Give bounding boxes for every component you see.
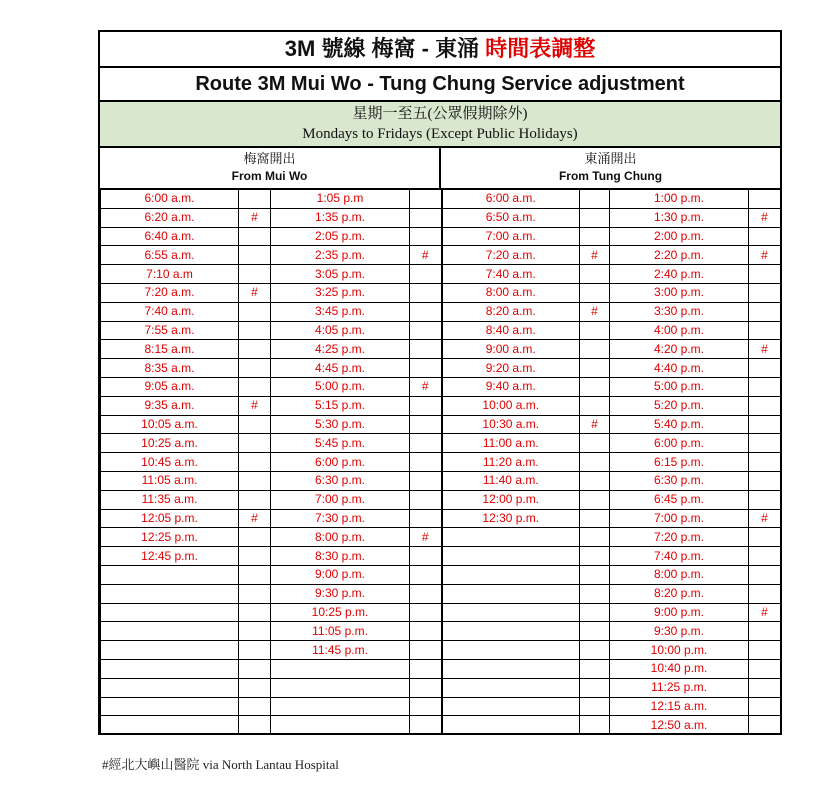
tung-chung-col1-time: 8:20 a.m.: [442, 302, 580, 321]
tung-chung-col2-time: 6:15 p.m.: [610, 453, 749, 472]
tung-chung-col1-hospital-mark: [580, 227, 610, 246]
tung-chung-col2-hospital-mark: [749, 659, 781, 678]
direction-from-mui-wo-chinese: 梅窩開出: [243, 151, 296, 166]
mui-wo-col1-hospital-mark: [239, 490, 271, 509]
tung-chung-col1-time: 6:50 a.m.: [442, 208, 580, 227]
table-row: [101, 716, 781, 735]
mui-wo-col1-hospital-mark: [239, 359, 271, 378]
direction-from-tung-chung-english: From Tung Chung: [558, 169, 663, 183]
tung-chung-col2-time: 5:40 p.m.: [610, 415, 749, 434]
mui-wo-col2-hospital-mark: [410, 490, 442, 509]
tung-chung-col1-time: 12:00 p.m.: [442, 490, 580, 509]
mui-wo-col2-time: 2:35 p.m.: [271, 246, 410, 265]
tung-chung-col1-time: [442, 565, 580, 584]
tung-chung-col1-time: 7:20 a.m.: [442, 246, 580, 265]
direction-from-tung-chung: [441, 148, 780, 188]
tung-chung-col1-hospital-mark: [580, 622, 610, 641]
tung-chung-col1-time: [442, 547, 580, 566]
tung-chung-col2-hospital-mark: #: [749, 246, 781, 265]
tung-chung-col2-time: 5:00 p.m.: [610, 377, 749, 396]
mui-wo-col1-time: [101, 659, 239, 678]
table-row: [101, 509, 781, 528]
service-days-english: Mondays to Fridays (Except Public Holidays): [302, 126, 578, 142]
table-row: [101, 584, 781, 603]
tung-chung-col2-hospital-mark: #: [749, 509, 781, 528]
mui-wo-col2-hospital-mark: [410, 283, 442, 302]
tung-chung-col1-time: 6:00 a.m.: [442, 189, 580, 208]
tung-chung-col1-hospital-mark: #: [580, 415, 610, 434]
mui-wo-col1-hospital-mark: [239, 697, 271, 716]
mui-wo-col2-time: [271, 659, 410, 678]
tung-chung-col1-time: [442, 584, 580, 603]
mui-wo-col2-hospital-mark: [410, 716, 442, 735]
tung-chung-col1-hospital-mark: [580, 641, 610, 660]
tung-chung-col2-time: 1:00 p.m.: [610, 189, 749, 208]
mui-wo-col2-time: 5:45 p.m.: [271, 434, 410, 453]
mui-wo-col2-time: 3:05 p.m.: [271, 265, 410, 284]
table-row: [101, 340, 781, 359]
mui-wo-col2-time: 3:45 p.m.: [271, 302, 410, 321]
tung-chung-col1-time: 7:40 a.m.: [442, 265, 580, 284]
table-row: [101, 227, 781, 246]
tung-chung-col2-hospital-mark: [749, 528, 781, 547]
mui-wo-col2-hospital-mark: [410, 547, 442, 566]
mui-wo-col2-hospital-mark: [410, 678, 442, 697]
direction-from-mui-wo-english: From Mui Wo: [231, 169, 308, 183]
mui-wo-col2-time: 6:00 p.m.: [271, 453, 410, 472]
mui-wo-col1-hospital-mark: [239, 377, 271, 396]
tung-chung-col1-hospital-mark: [580, 697, 610, 716]
tung-chung-col1-hospital-mark: [580, 565, 610, 584]
table-row: [101, 246, 781, 265]
mui-wo-col2-hospital-mark: [410, 697, 442, 716]
tung-chung-col2-time: 10:40 p.m.: [610, 659, 749, 678]
mui-wo-col1-hospital-mark: [239, 678, 271, 697]
tung-chung-col2-hospital-mark: [749, 227, 781, 246]
tung-chung-col1-time: [442, 603, 580, 622]
tung-chung-col2-hospital-mark: [749, 415, 781, 434]
table-row: [101, 659, 781, 678]
tung-chung-col2-time: 3:30 p.m.: [610, 302, 749, 321]
mui-wo-col1-hospital-mark: [239, 641, 271, 660]
tung-chung-col2-time: 1:30 p.m.: [610, 208, 749, 227]
table-row: [101, 208, 781, 227]
mui-wo-col2-time: 5:00 p.m.: [271, 377, 410, 396]
table-row: [101, 490, 781, 509]
mui-wo-col1-time: 11:35 a.m.: [101, 490, 239, 509]
timetable-sheet: [98, 30, 782, 735]
title-chinese-adjustment: 時間表調整: [485, 36, 596, 61]
tung-chung-col2-time: 8:20 p.m.: [610, 584, 749, 603]
table-row: [101, 265, 781, 284]
direction-from-mui-wo: [100, 148, 441, 188]
tung-chung-col1-time: 10:00 a.m.: [442, 396, 580, 415]
mui-wo-col2-time: [271, 716, 410, 735]
mui-wo-col1-hospital-mark: #: [239, 509, 271, 528]
table-row: [101, 622, 781, 641]
tung-chung-col2-hospital-mark: [749, 716, 781, 735]
tung-chung-col2-hospital-mark: [749, 283, 781, 302]
tung-chung-col2-time: 2:20 p.m.: [610, 246, 749, 265]
service-days-band: [100, 102, 780, 148]
tung-chung-col1-time: 10:30 a.m.: [442, 415, 580, 434]
tung-chung-col2-hospital-mark: [749, 265, 781, 284]
tung-chung-col2-hospital-mark: [749, 434, 781, 453]
mui-wo-col2-time: 9:30 p.m.: [271, 584, 410, 603]
tung-chung-col2-hospital-mark: #: [749, 208, 781, 227]
mui-wo-col2-hospital-mark: [410, 584, 442, 603]
mui-wo-col2-hospital-mark: [410, 453, 442, 472]
tung-chung-col2-hospital-mark: [749, 678, 781, 697]
mui-wo-col2-time: 6:30 p.m.: [271, 471, 410, 490]
table-row: [101, 189, 781, 208]
mui-wo-col1-hospital-mark: [239, 565, 271, 584]
mui-wo-col2-time: 10:25 p.m.: [271, 603, 410, 622]
mui-wo-col2-time: [271, 697, 410, 716]
tung-chung-col1-hospital-mark: [580, 321, 610, 340]
tung-chung-col1-hospital-mark: [580, 208, 610, 227]
title-chinese: [100, 32, 780, 68]
tung-chung-col1-hospital-mark: [580, 434, 610, 453]
mui-wo-col1-time: 9:35 a.m.: [101, 396, 239, 415]
mui-wo-col1-time: 11:05 a.m.: [101, 471, 239, 490]
direction-from-tung-chung-chinese: 東涌開出: [584, 151, 637, 166]
tung-chung-col2-time: 4:40 p.m.: [610, 359, 749, 378]
mui-wo-col1-hospital-mark: #: [239, 396, 271, 415]
tung-chung-col1-time: 9:00 a.m.: [442, 340, 580, 359]
tung-chung-col2-hospital-mark: [749, 697, 781, 716]
mui-wo-col1-time: [101, 584, 239, 603]
mui-wo-col1-time: [101, 678, 239, 697]
tung-chung-col2-time: 2:40 p.m.: [610, 265, 749, 284]
tung-chung-col2-hospital-mark: [749, 453, 781, 472]
tung-chung-col2-hospital-mark: [749, 547, 781, 566]
table-row: [101, 359, 781, 378]
tung-chung-col2-time: 7:20 p.m.: [610, 528, 749, 547]
tung-chung-col1-hospital-mark: [580, 603, 610, 622]
mui-wo-col2-time: 1:35 p.m.: [271, 208, 410, 227]
mui-wo-col2-time: 3:25 p.m.: [271, 283, 410, 302]
tung-chung-col1-hospital-mark: [580, 659, 610, 678]
tung-chung-col2-hospital-mark: [749, 396, 781, 415]
mui-wo-col2-hospital-mark: #: [410, 246, 442, 265]
tung-chung-col1-hospital-mark: [580, 528, 610, 547]
tung-chung-col1-hospital-mark: [580, 509, 610, 528]
mui-wo-col1-hospital-mark: [239, 471, 271, 490]
mui-wo-col1-time: 9:05 a.m.: [101, 377, 239, 396]
mui-wo-col2-time: 2:05 p.m.: [271, 227, 410, 246]
tung-chung-col2-time: 6:30 p.m.: [610, 471, 749, 490]
tung-chung-col1-time: 8:00 a.m.: [442, 283, 580, 302]
tung-chung-col1-time: [442, 622, 580, 641]
tung-chung-col2-time: 11:25 p.m.: [610, 678, 749, 697]
tung-chung-col2-hospital-mark: [749, 359, 781, 378]
mui-wo-col1-hospital-mark: [239, 227, 271, 246]
tung-chung-col1-time: 8:40 a.m.: [442, 321, 580, 340]
mui-wo-col2-time: 11:05 p.m.: [271, 622, 410, 641]
tung-chung-col2-time: 9:00 p.m.: [610, 603, 749, 622]
tung-chung-col2-time: 4:00 p.m.: [610, 321, 749, 340]
mui-wo-col2-hospital-mark: #: [410, 377, 442, 396]
mui-wo-col1-hospital-mark: [239, 584, 271, 603]
mui-wo-col1-hospital-mark: [239, 189, 271, 208]
mui-wo-col2-hospital-mark: [410, 415, 442, 434]
mui-wo-col1-hospital-mark: [239, 603, 271, 622]
tung-chung-col2-hospital-mark: [749, 490, 781, 509]
mui-wo-col1-hospital-mark: #: [239, 283, 271, 302]
mui-wo-col1-time: 7:10 a.m: [101, 265, 239, 284]
mui-wo-col1-time: 7:40 a.m.: [101, 302, 239, 321]
mui-wo-col2-time: 7:30 p.m.: [271, 509, 410, 528]
mui-wo-col2-time: 4:25 p.m.: [271, 340, 410, 359]
tung-chung-col1-hospital-mark: [580, 265, 610, 284]
tung-chung-col1-hospital-mark: [580, 453, 610, 472]
mui-wo-col1-time: 12:05 p.m.: [101, 509, 239, 528]
tung-chung-col1-time: [442, 716, 580, 735]
mui-wo-col1-hospital-mark: [239, 321, 271, 340]
mui-wo-col1-time: [101, 565, 239, 584]
tung-chung-col1-hospital-mark: #: [580, 302, 610, 321]
mui-wo-col1-time: 6:00 a.m.: [101, 189, 239, 208]
mui-wo-col2-hospital-mark: [410, 208, 442, 227]
mui-wo-col2-time: 4:05 p.m.: [271, 321, 410, 340]
mui-wo-col1-time: 7:20 a.m.: [101, 283, 239, 302]
mui-wo-col1-time: 8:35 a.m.: [101, 359, 239, 378]
mui-wo-col2-hospital-mark: [410, 321, 442, 340]
table-row: [101, 302, 781, 321]
mui-wo-col1-time: 10:45 a.m.: [101, 453, 239, 472]
table-row: [101, 377, 781, 396]
tung-chung-col2-time: 4:20 p.m.: [610, 340, 749, 359]
tung-chung-col2-time: 10:00 p.m.: [610, 641, 749, 660]
tung-chung-col1-time: [442, 697, 580, 716]
tung-chung-col1-time: [442, 528, 580, 547]
tung-chung-col2-hospital-mark: [749, 377, 781, 396]
mui-wo-col1-hospital-mark: [239, 340, 271, 359]
tung-chung-col2-time: 6:45 p.m.: [610, 490, 749, 509]
mui-wo-col1-hospital-mark: [239, 415, 271, 434]
tung-chung-col2-time: 2:00 p.m.: [610, 227, 749, 246]
tung-chung-col1-time: 9:20 a.m.: [442, 359, 580, 378]
table-row: [101, 471, 781, 490]
tung-chung-col1-hospital-mark: [580, 584, 610, 603]
mui-wo-col2-time: 8:00 p.m.: [271, 528, 410, 547]
timetable-grid: [100, 188, 781, 735]
mui-wo-col2-time: 7:00 p.m.: [271, 490, 410, 509]
tung-chung-col2-hospital-mark: [749, 471, 781, 490]
tung-chung-col1-hospital-mark: [580, 678, 610, 697]
tung-chung-col2-hospital-mark: [749, 321, 781, 340]
mui-wo-col1-hospital-mark: [239, 246, 271, 265]
tung-chung-col1-time: 11:00 a.m.: [442, 434, 580, 453]
mui-wo-col1-time: 7:55 a.m.: [101, 321, 239, 340]
tung-chung-col2-time: 12:15 a.m.: [610, 697, 749, 716]
tung-chung-col2-time: 7:00 p.m.: [610, 509, 749, 528]
mui-wo-col2-hospital-mark: [410, 189, 442, 208]
mui-wo-col2-hospital-mark: [410, 396, 442, 415]
mui-wo-col1-time: [101, 716, 239, 735]
tung-chung-col2-time: 5:20 p.m.: [610, 396, 749, 415]
mui-wo-col2-hospital-mark: [410, 434, 442, 453]
tung-chung-col2-hospital-mark: [749, 302, 781, 321]
mui-wo-col2-hospital-mark: [410, 565, 442, 584]
tung-chung-col2-hospital-mark: #: [749, 603, 781, 622]
mui-wo-col2-time: [271, 678, 410, 697]
mui-wo-col1-hospital-mark: [239, 716, 271, 735]
mui-wo-col1-hospital-mark: [239, 434, 271, 453]
table-row: [101, 547, 781, 566]
mui-wo-col2-hospital-mark: [410, 302, 442, 321]
mui-wo-col2-hospital-mark: [410, 359, 442, 378]
tung-chung-col1-hospital-mark: [580, 359, 610, 378]
tung-chung-col2-time: 3:00 p.m.: [610, 283, 749, 302]
table-row: [101, 283, 781, 302]
table-row: [101, 453, 781, 472]
mui-wo-col2-hospital-mark: [410, 622, 442, 641]
mui-wo-col2-time: 11:45 p.m.: [271, 641, 410, 660]
tung-chung-col1-hospital-mark: [580, 283, 610, 302]
tung-chung-col1-hospital-mark: [580, 189, 610, 208]
tung-chung-col1-hospital-mark: [580, 547, 610, 566]
tung-chung-col2-hospital-mark: [749, 189, 781, 208]
table-row: [101, 603, 781, 622]
mui-wo-col1-time: 6:55 a.m.: [101, 246, 239, 265]
table-row: [101, 321, 781, 340]
tung-chung-col2-time: 9:30 p.m.: [610, 622, 749, 641]
tung-chung-col1-time: 12:30 p.m.: [442, 509, 580, 528]
table-row: [101, 396, 781, 415]
mui-wo-col1-hospital-mark: [239, 547, 271, 566]
mui-wo-col2-hospital-mark: [410, 509, 442, 528]
mui-wo-col1-time: 10:05 a.m.: [101, 415, 239, 434]
tung-chung-col2-hospital-mark: [749, 641, 781, 660]
tung-chung-col2-time: 7:40 p.m.: [610, 547, 749, 566]
mui-wo-col2-hospital-mark: [410, 227, 442, 246]
mui-wo-col2-hospital-mark: #: [410, 528, 442, 547]
tung-chung-col2-time: 8:00 p.m.: [610, 565, 749, 584]
tung-chung-col1-hospital-mark: [580, 490, 610, 509]
tung-chung-col1-hospital-mark: [580, 471, 610, 490]
mui-wo-col2-hospital-mark: [410, 641, 442, 660]
tung-chung-col1-hospital-mark: #: [580, 246, 610, 265]
mui-wo-col1-hospital-mark: [239, 528, 271, 547]
mui-wo-col2-hospital-mark: [410, 265, 442, 284]
mui-wo-col1-time: 12:45 p.m.: [101, 547, 239, 566]
tung-chung-col1-time: 11:40 a.m.: [442, 471, 580, 490]
mui-wo-col1-time: 6:20 a.m.: [101, 208, 239, 227]
mui-wo-col1-hospital-mark: [239, 302, 271, 321]
tung-chung-col2-hospital-mark: [749, 565, 781, 584]
mui-wo-col1-hospital-mark: #: [239, 208, 271, 227]
title-chinese-route: 3M 號線 梅窩 - 東涌: [284, 36, 486, 61]
mui-wo-col2-time: 1:05 p.m: [271, 189, 410, 208]
mui-wo-col1-hospital-mark: [239, 265, 271, 284]
footnote: #經北大嶼山醫院 via North Lantau Hospital: [102, 757, 339, 772]
table-row: [101, 565, 781, 584]
mui-wo-col1-hospital-mark: [239, 622, 271, 641]
mui-wo-col1-time: [101, 622, 239, 641]
mui-wo-col1-time: 12:25 p.m.: [101, 528, 239, 547]
table-row: [101, 697, 781, 716]
table-row: [101, 528, 781, 547]
tung-chung-col2-hospital-mark: [749, 622, 781, 641]
table-row: [101, 415, 781, 434]
mui-wo-col2-time: 8:30 p.m.: [271, 547, 410, 566]
tung-chung-col2-time: 12:50 a.m.: [610, 716, 749, 735]
tung-chung-col2-time: 6:00 p.m.: [610, 434, 749, 453]
mui-wo-col1-time: 10:25 a.m.: [101, 434, 239, 453]
tung-chung-col1-time: [442, 641, 580, 660]
tung-chung-col1-hospital-mark: [580, 716, 610, 735]
mui-wo-col1-time: 8:15 a.m.: [101, 340, 239, 359]
tung-chung-col1-time: 7:00 a.m.: [442, 227, 580, 246]
tung-chung-col1-hospital-mark: [580, 340, 610, 359]
mui-wo-col1-time: [101, 603, 239, 622]
mui-wo-col2-hospital-mark: [410, 659, 442, 678]
tung-chung-col2-hospital-mark: #: [749, 340, 781, 359]
mui-wo-col1-hospital-mark: [239, 659, 271, 678]
mui-wo-col1-time: 6:40 a.m.: [101, 227, 239, 246]
mui-wo-col2-time: 5:30 p.m.: [271, 415, 410, 434]
table-row: [101, 678, 781, 697]
tung-chung-col1-time: 9:40 a.m.: [442, 377, 580, 396]
table-row: [101, 641, 781, 660]
table-row: [101, 434, 781, 453]
tung-chung-col2-hospital-mark: [749, 584, 781, 603]
tung-chung-col1-hospital-mark: [580, 377, 610, 396]
mui-wo-col2-time: 5:15 p.m.: [271, 396, 410, 415]
title-english: Route 3M Mui Wo - Tung Chung Service adjustment: [100, 68, 780, 102]
tung-chung-col1-time: 11:20 a.m.: [442, 453, 580, 472]
mui-wo-col2-hospital-mark: [410, 603, 442, 622]
mui-wo-col2-time: 4:45 p.m.: [271, 359, 410, 378]
mui-wo-col1-time: [101, 641, 239, 660]
mui-wo-col1-time: [101, 697, 239, 716]
service-days-chinese: 星期一至五(公眾假期除外): [352, 106, 528, 122]
tung-chung-col1-time: [442, 678, 580, 697]
mui-wo-col1-hospital-mark: [239, 453, 271, 472]
tung-chung-col1-time: [442, 659, 580, 678]
mui-wo-col2-hospital-mark: [410, 340, 442, 359]
mui-wo-col2-hospital-mark: [410, 471, 442, 490]
mui-wo-col2-time: 9:00 p.m.: [271, 565, 410, 584]
tung-chung-col1-hospital-mark: [580, 396, 610, 415]
